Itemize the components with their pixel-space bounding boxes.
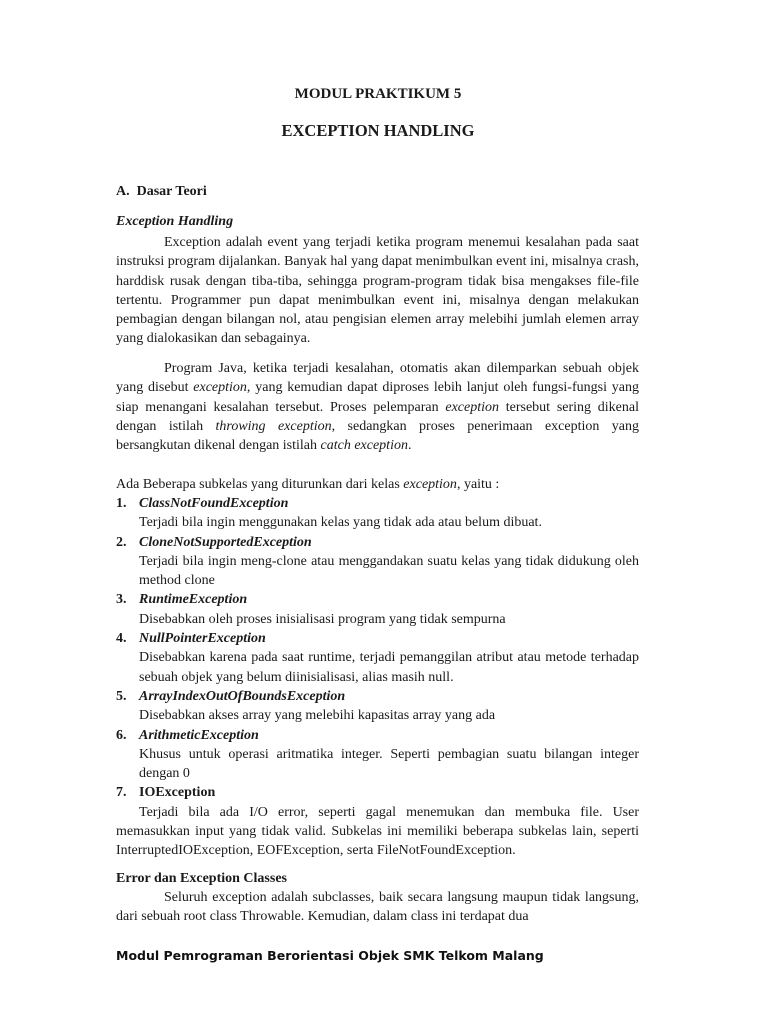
list-item-number: 6.: [116, 727, 127, 743]
paragraph-3: Seluruh exception adalah subclasses, baik secara langsung maupun tidak langsung, dari sebuah root class Throwable. Kemudian, dalam class ini terdapat dua: [116, 890, 639, 925]
list-item-name: NullPointerException: [139, 631, 266, 647]
list-item-name: IOException: [139, 785, 216, 801]
list-item: [116, 533, 639, 591]
subheading-exception-handling: Exception Handling: [116, 214, 234, 229]
list-item: [116, 687, 639, 726]
list-item-name: ClassNotFoundException: [139, 496, 289, 511]
list-item-name: ArrayIndexOutOfBoundsException: [139, 688, 346, 704]
list-intro-text-1: Ada Beberapa subkelas yang diturunkan dari kelas: [116, 477, 404, 492]
list-item-number: 5.: [116, 688, 127, 704]
module-title: MODUL PRAKTIKUM 5: [294, 86, 462, 102]
list-item: [116, 629, 639, 687]
list-item: [116, 590, 639, 629]
para-2-text-4: , sedangkan proses penerimaan exception yang bersangkutan dikenal dengan istilah: [116, 418, 640, 454]
exception-list: [116, 494, 639, 861]
paragraph-2: [116, 359, 639, 455]
section-a-label: A.: [116, 184, 130, 199]
para-2-text-2: , yang kemudian dapat diproses lebih lanjut oleh fungsi-fungsi yang siap menangani kesalahan tersebut. Proses pelemparan: [116, 380, 639, 415]
list-item: [116, 726, 639, 784]
list-item-description: Terjadi bila ingin meng-clone atau menggandakan suatu kelas yang tidak didukung oleh method clone: [139, 553, 639, 589]
list-item-description: Disebabkan akses array yang melebihi kapasitas array yang ada: [139, 708, 496, 724]
section-a-heading: [116, 184, 207, 200]
list-item-description: Terjadi bila ada I/O error, seperti gagal menemukan dan membuka file. User memasukkan input yang tidak valid. Subkelas ini memiliki beberapa subkelas lain, seperti InterruptedIOException, EOFException, serta FileNotFoundException.: [116, 804, 639, 859]
list-item: [116, 783, 639, 860]
list-item-number: 7.: [116, 785, 127, 801]
para-2-italic-4: catch exception: [320, 438, 408, 454]
para-2-italic-3: throwing exception: [215, 418, 332, 434]
list-item-number: 1.: [116, 496, 127, 511]
para-2-italic-2: exception: [445, 399, 499, 415]
paragraph-1: Exception adalah event yang terjadi ketika program menemui kesalahan pada saat instruksi program dijalankan. Banyak hal yang dapat menimbulkan event ini, misalnya crash, harddisk rusak dengan tiba-tiba, sehingga program-program tidak bisa mengakses file-file tertentu. Programmer pun dapat menimbulkan event ini, misalnya dengan melakukan pembagian dengan bilangan nol, atau pengisian elemen array melebihi jumlah elemen array yang dialokasikan dan sebagainya.: [116, 235, 639, 347]
list-item-name: CloneNotSupportedException: [139, 534, 312, 550]
list-item-number: 3.: [116, 592, 127, 608]
list-intro: [116, 475, 639, 494]
list-item-name: ArithmeticException: [139, 727, 259, 743]
para-2-text-3: tersebut sering dikenal dengan istilah: [116, 399, 639, 434]
list-item-number: 4.: [116, 631, 127, 647]
list-intro-italic: exception: [403, 477, 457, 492]
para-2-text-5: .: [407, 438, 412, 454]
list-item-description: Terjadi bila ingin menggunakan kelas yang tidak ada atau belum dibuat.: [139, 515, 542, 531]
list-item-name: RuntimeException: [139, 592, 248, 608]
list-item-description: Khusus untuk operasi aritmatika integer. Seperti pembagian suatu bilangan integer dengan 0: [139, 746, 639, 782]
page-footer: Modul Pemrograman Berorientasi Objek SMK Telkom Malang: [116, 948, 544, 963]
chapter-title: EXCEPTION HANDLING: [281, 121, 475, 140]
subheading-error-exception-classes: Error dan Exception Classes: [116, 871, 287, 886]
list-item-number: 2.: [116, 534, 127, 550]
list-intro-text-2: , yaitu :: [456, 477, 500, 492]
section-a-title: Dasar Teori: [136, 184, 207, 199]
para-2-text-1: Program Java, ketika terjadi kesalahan, otomatis akan dilemparkan sebuah objek yang disebut: [116, 361, 639, 396]
para-2-italic-1: exception: [193, 380, 247, 396]
list-item-description: Disebabkan oleh proses inisialisasi program yang tidak sempurna: [139, 611, 506, 627]
list-item-description: Disebabkan karena pada saat runtime, terjadi pemanggilan atribut atau metode terhadap sebuah objek yang belum diinisialisasi, alias masih null.: [139, 650, 639, 685]
list-item: [116, 494, 639, 533]
